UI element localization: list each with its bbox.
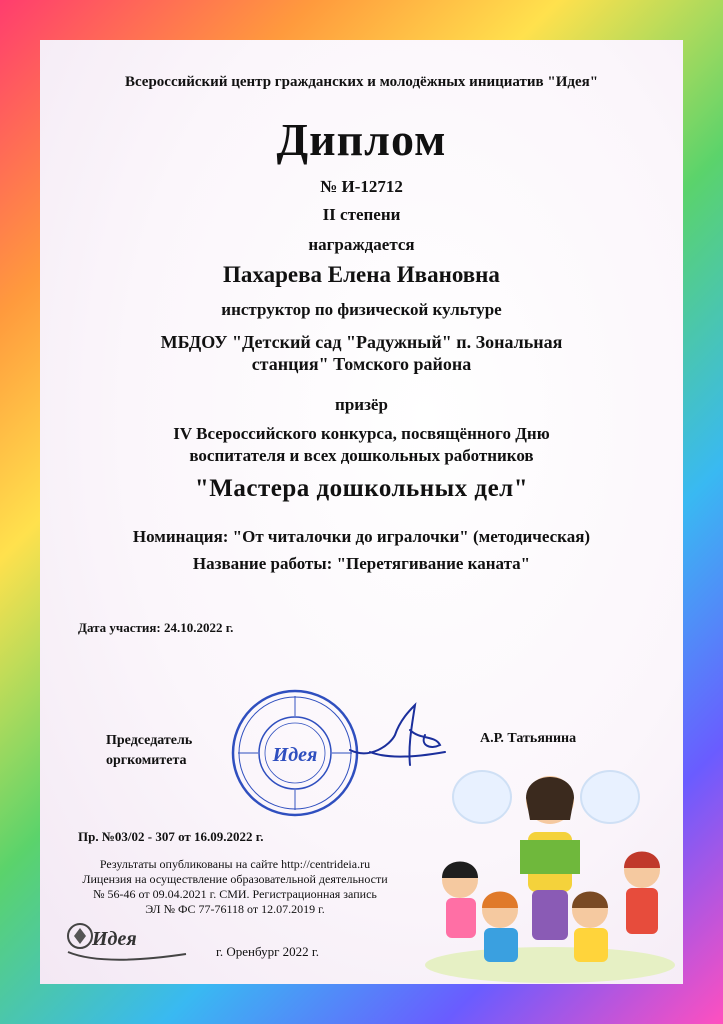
document-title: Диплом xyxy=(276,114,447,165)
contest-name: "Мастера дошкольных дел" xyxy=(194,475,529,502)
chair-label-line2: оргкомитета xyxy=(106,753,187,768)
publication-line-1: Результаты опубликованы на сайте http://centrideia.ru xyxy=(99,857,371,871)
publication-info xyxy=(60,857,410,917)
protocol-number: Пр. №03/02 - 307 от 16.09.2022 г. xyxy=(78,829,264,844)
publication-line-3: № 56-46 от 09.04.2021 г. СМИ. Регистрационная запись xyxy=(93,887,377,901)
institution-name: МБДОУ "Детский сад "Радужный" п. Зональная станция" Томского района xyxy=(160,332,563,374)
recipient-position: инструктор по физической культуре xyxy=(221,300,502,319)
chair-label xyxy=(106,731,192,771)
stamp-center-text: Идея xyxy=(272,744,318,766)
chair-label-line1: Председатель xyxy=(106,733,193,748)
publication-line-4: ЭЛ № ФС 77-76118 от 12.07.2019 г. xyxy=(145,902,325,916)
participation-date: Дата участия: 24.10.2022 г. xyxy=(78,620,234,635)
status-label: призёр xyxy=(335,395,388,414)
nomination-line: Номинация: "От читалочки до игралочки" (методическая) xyxy=(132,527,591,546)
degree-label: II степени xyxy=(322,205,401,224)
logo-text: Идея xyxy=(92,928,137,950)
dragon-thought-bubble xyxy=(452,770,512,824)
organization-header: Всероссийский центр гражданских и молодёжных инициатив "Идея" xyxy=(124,74,599,90)
work-title-line: Название работы: "Перетягивание каната" xyxy=(192,554,531,573)
contest-description: IV Всероссийского конкурса, посвящённого Дню воспитателя и всех дошкольных работников xyxy=(173,424,550,465)
chair-name: А.Р. Татьянина xyxy=(480,731,577,746)
publication-line-2: Лицензия на осуществление образовательной деятельности xyxy=(82,872,388,886)
diploma-number: № И-12712 xyxy=(320,177,403,196)
awarded-label: награждается xyxy=(308,235,415,254)
city-year: г. Оренбург 2022 г. xyxy=(216,944,320,959)
recipient-name: Пахарева Елена Ивановна xyxy=(223,262,500,287)
castle-thought-bubble xyxy=(580,770,640,824)
